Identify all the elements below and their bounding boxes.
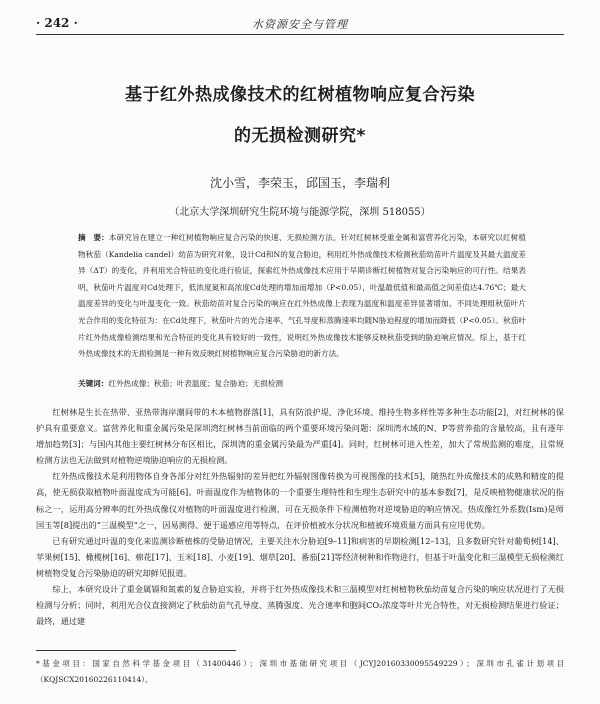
journal-name: 水资源安全与管理 [252,18,348,31]
paper-title-line-2: 的无损检测研究* [234,126,366,146]
body-paragraph: 已有研究通过叶温的变化来监测诊断植株的受胁迫情况，主要关注水分胁迫[9–11]和病害的早期检测[12–13]，且多数研究针对葡萄树[14]、苹果树[15]、橄榄树[16]、棉花[17]、玉米[18]、小麦[19]、烟草[20]、番茄[21]等经济树种和作物进行，但基于叶温变化和三温模型无损检测红树植物受复合污染胁迫的研究却鲜见报道。 [36,535,564,578]
body-paragraph: 红树林是生长在热带、亚热带海岸潮间带的木本植物群落[1]，具有防浪护堤、净化环境、维持生物多样性等多种生态功能[2]，对红树林的保护具有重要意义。富营养化和重金属污染是深圳湾红树林当前面临的两个重要环境污染问题：深圳湾水域的N、P等营养盐的含量较高，且有逐年增加趋势[3]；与国内其他主要红树林分布区相比，深圳湾的重金属污染最为严重[4]。同时，红树林可进入性差，加大了常规监测的难度，且常规检测方法也无法做到对植物逆境胁迫响应的无损检测。 [36,407,564,466]
author-list: 沈小雪，李荣玉，邱国玉，李瑞利 [209,176,390,190]
abstract-label: 摘 要： [78,233,109,242]
page-number: · 242 · [36,16,78,30]
footnote-divider [36,650,236,651]
affiliation: （北京大学深圳研究生院环境与能源学院，深圳 518055） [169,207,431,218]
body-paragraph: 红外热成像技术是利用物体自身各部分对红外热辐射的差异把红外辐射图像转换为可视图像的技术[5]，随热红外成像技术的成熟和精度的提高，使无损获取植物叶面温度成为可能[6]。叶面温度作为植物体的一个重要生理特性和生理生态研究中的基本参数[7]，是反映植物健康状况的指标之一，运用高分辨率的红外热成像仪对植物的叶面温度进行检测，可在无损条件下检测植物对逆境胁迫的响应情况。热成像红外系数(Ism)是师国玉等[8]提出的“三温模型”之一，因易测得、便于遥感应用等特点，在评价植被水分状况和植被环境质量方面具有应用优势。 [36,471,564,530]
keywords-label: 关键词： [78,379,109,388]
funding-footnote: *基金项目：国家自然科学基金项目（31400446）；深圳市基础研究项目（JCYJ20160330095549229）；深圳市孔雀计划项目（KQJSCX20160226110414）。 [36,659,564,684]
abstract-text: 本研究旨在建立一种红树植物响应复合污染的快速、无损检测方法。针对红树林受重金属和富营养化污染，本研究以红树植物秋茄（Kandelia candel）幼苗为研究对象，设计Cd和N的复合胁迫，利用红外热成像技术检测秋茄幼苗叶片温度及其最大温度差异（ΔT）的变化，并利用光合特征的变化进行验证，探索红外热成像技术应用于早期诊断红树植物对复合污染响应的可行性。结果表明，秋茄叶片温度对Cd处理下，低浓度氮和高浓度Cd处理的增加而增加（P<0.05），叶温最低值和最高值之间差值达4.76℃；最大温度差异的变化与叶温变化一致。秋茄幼苗对复合污染的响应在红外热成像上表现为温度和温度差异显著增加。不同处理组秋茄叶片光合作用的变化特征为：在Cd处理下，秋茄叶片的光合速率、气孔导度和蒸腾速率均随N胁迫程度的增加而降低（P<0.05）。秋茄叶片红外热成像检测结果和光合特征的变化具有较好的一致性，说明红外热成像技术能够反映秋茄受到的胁迫响应情况。综上，基于红外热成像技术的无损检测是一种有效反映红树植物响应复合污染胁迫的新方法。 [78,233,526,359]
body-paragraph: 综上，本研究设计了重金属镉和氮素的复合胁迫实验，并将于红外热成像技术和三温模型对红树植物秋茄幼苗复合污染的响应状况进行了无损检测与分析；同时，利用光合仪直接测定了秋茄幼苗气孔导度、蒸腾强度、光合速率和胞间CO₂浓度等叶片光合特性，对无损检测结果进行验证；最终，通过建 [36,584,564,627]
paper-title-line-1: 基于红外热成像技术的红树植物响应复合污染 [125,85,475,105]
body-text [36,404,564,629]
abstract [78,230,526,363]
running-header [36,14,564,35]
keywords [78,378,526,389]
keywords-text: 红外热成像；秋茄；叶表温度；复合胁迫；无损检测 [108,379,284,388]
